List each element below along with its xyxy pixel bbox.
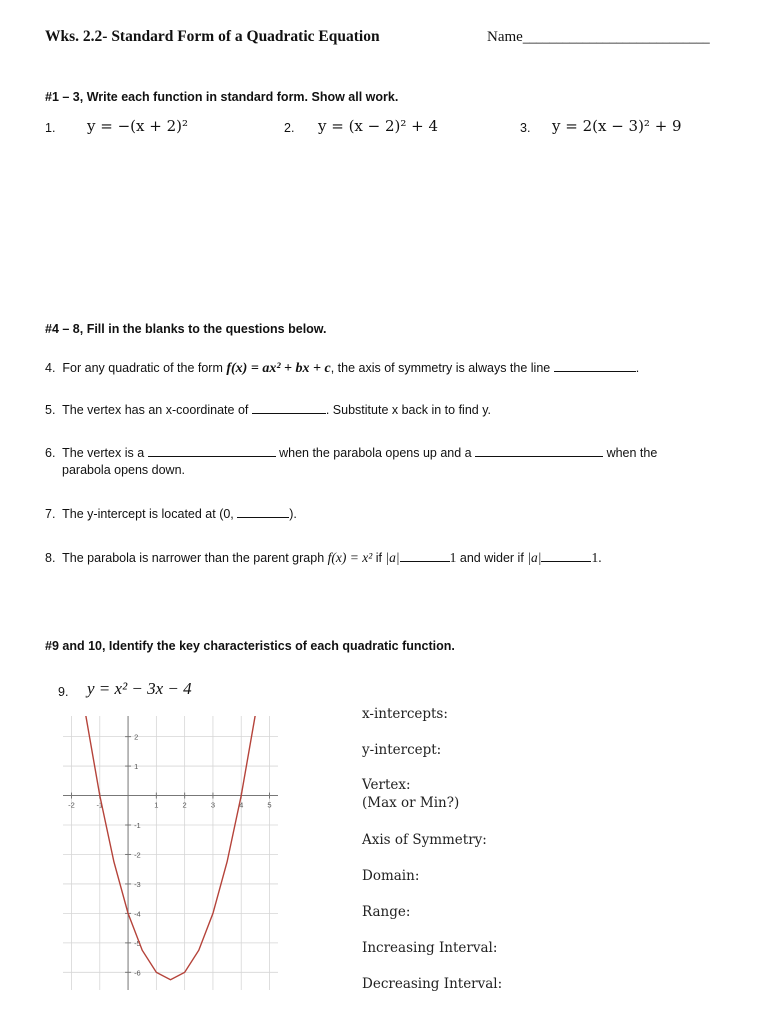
label-y-intercept: y-intercept: <box>362 742 442 758</box>
y-tick-label: 1 <box>134 762 139 772</box>
q8-abs-a-1: |a| <box>385 550 400 565</box>
q5-text: The vertex has an x-coordinate of <box>62 403 252 417</box>
q8-text-mid: and wider if <box>456 551 528 565</box>
y-tick-label: -5 <box>134 938 141 948</box>
q4-end: . <box>635 361 640 375</box>
q6-text: The vertex is a <box>62 446 148 460</box>
q7-text-post: ). <box>289 507 297 521</box>
q8-abs-a-2: |a| <box>527 550 542 565</box>
q4-form: ax² + bx + c <box>262 361 331 376</box>
q6-blank-1[interactable] <box>148 445 276 457</box>
q5-number: 5. <box>45 403 56 417</box>
question-5 <box>45 402 491 417</box>
q7-text: The y-intercept is located at (0, <box>62 507 238 521</box>
q8-blank-1[interactable] <box>400 550 450 562</box>
label-axis-of-symmetry: Axis of Symmetry: <box>362 832 487 848</box>
y-tick-label: -6 <box>134 968 141 978</box>
q7-blank[interactable] <box>237 506 289 518</box>
question-8 <box>45 550 602 566</box>
q8-one-1: 1 <box>449 550 457 565</box>
parabola-graph <box>63 716 278 990</box>
problem-2-number: 2. <box>284 121 295 135</box>
y-tick-label: -1 <box>134 821 141 831</box>
q8-blank-2[interactable] <box>541 550 591 562</box>
x-tick-label: 4 <box>239 800 244 810</box>
y-tick-label: -2 <box>134 850 141 860</box>
q6-blank-2[interactable] <box>475 445 603 457</box>
q9-number: 9. <box>58 685 69 699</box>
y-tick-label: 2 <box>134 732 139 742</box>
section3-heading: #9 and 10, Identify the key characteristics of each quadratic function. <box>45 639 455 653</box>
problem-1-equation: y = −(x + 2)² <box>87 117 188 135</box>
worksheet-title: Wks. 2.2- Standard Form of a Quadratic Equation <box>45 28 380 45</box>
y-tick-label: -4 <box>134 909 141 919</box>
q6-text-post: when the <box>603 446 658 460</box>
x-tick-label: 1 <box>154 800 159 810</box>
y-tick-label: -3 <box>134 879 141 889</box>
question-7 <box>45 506 297 521</box>
q5-blank[interactable] <box>252 402 326 414</box>
q6-number: 6. <box>45 446 56 460</box>
x-tick-label: 5 <box>267 800 272 810</box>
q4-number: 4. <box>45 361 56 375</box>
question-6 <box>45 445 657 460</box>
name-blank: ____________________________ <box>522 30 710 44</box>
q4-text: For any quadratic of the form <box>62 361 227 375</box>
label-max-or-min: (Max or Min?) <box>362 795 460 811</box>
label-domain: Domain: <box>362 868 420 884</box>
q6-text-mid: when the parabola opens up and a <box>275 446 476 460</box>
name-field[interactable] <box>487 29 710 46</box>
question-4 <box>45 360 639 377</box>
x-tick-label: 3 <box>210 800 216 810</box>
q8-one-2: 1. <box>591 550 602 565</box>
q8-number: 8. <box>45 551 56 565</box>
problem-2-equation: y = (x − 2)² + 4 <box>318 117 439 135</box>
q6-line2: parabola opens down. <box>62 463 186 477</box>
problem-3-number: 3. <box>520 121 531 135</box>
q4-text-post: , the axis of symmetry is always the line <box>330 361 554 375</box>
x-tick-label: -2 <box>68 800 75 810</box>
label-increasing-interval: Increasing Interval: <box>362 940 498 956</box>
problem-3-equation: y = 2(x − 3)² + 9 <box>552 117 682 135</box>
q8-parent-fx: f(x) = x² <box>327 550 373 565</box>
q4-fx: f(x) = <box>226 361 263 376</box>
label-vertex: Vertex: <box>362 777 411 793</box>
name-label: Name <box>487 29 523 45</box>
x-tick-label: -1 <box>96 800 104 810</box>
section1-heading: #1 – 3, Write each function in standard form. Show all work. <box>45 90 399 104</box>
section2-heading: #4 – 8, Fill in the blanks to the questions below. <box>45 322 327 336</box>
q5-text-post: . Substitute x back in to find y. <box>325 403 491 417</box>
label-x-intercepts: x-intercepts: <box>362 706 448 722</box>
graph-background <box>63 716 278 990</box>
label-range: Range: <box>362 904 411 920</box>
q9-equation: y = x² − 3x − 4 <box>87 679 192 698</box>
label-decreasing-interval: Decreasing Interval: <box>362 976 503 992</box>
q4-blank[interactable] <box>554 360 636 372</box>
q8-text: The parabola is narrower than the parent graph <box>62 551 328 565</box>
problem-1-number: 1. <box>45 121 56 135</box>
q7-number: 7. <box>45 507 56 521</box>
q8-if: if <box>372 551 386 565</box>
x-tick-label: 2 <box>182 800 187 810</box>
